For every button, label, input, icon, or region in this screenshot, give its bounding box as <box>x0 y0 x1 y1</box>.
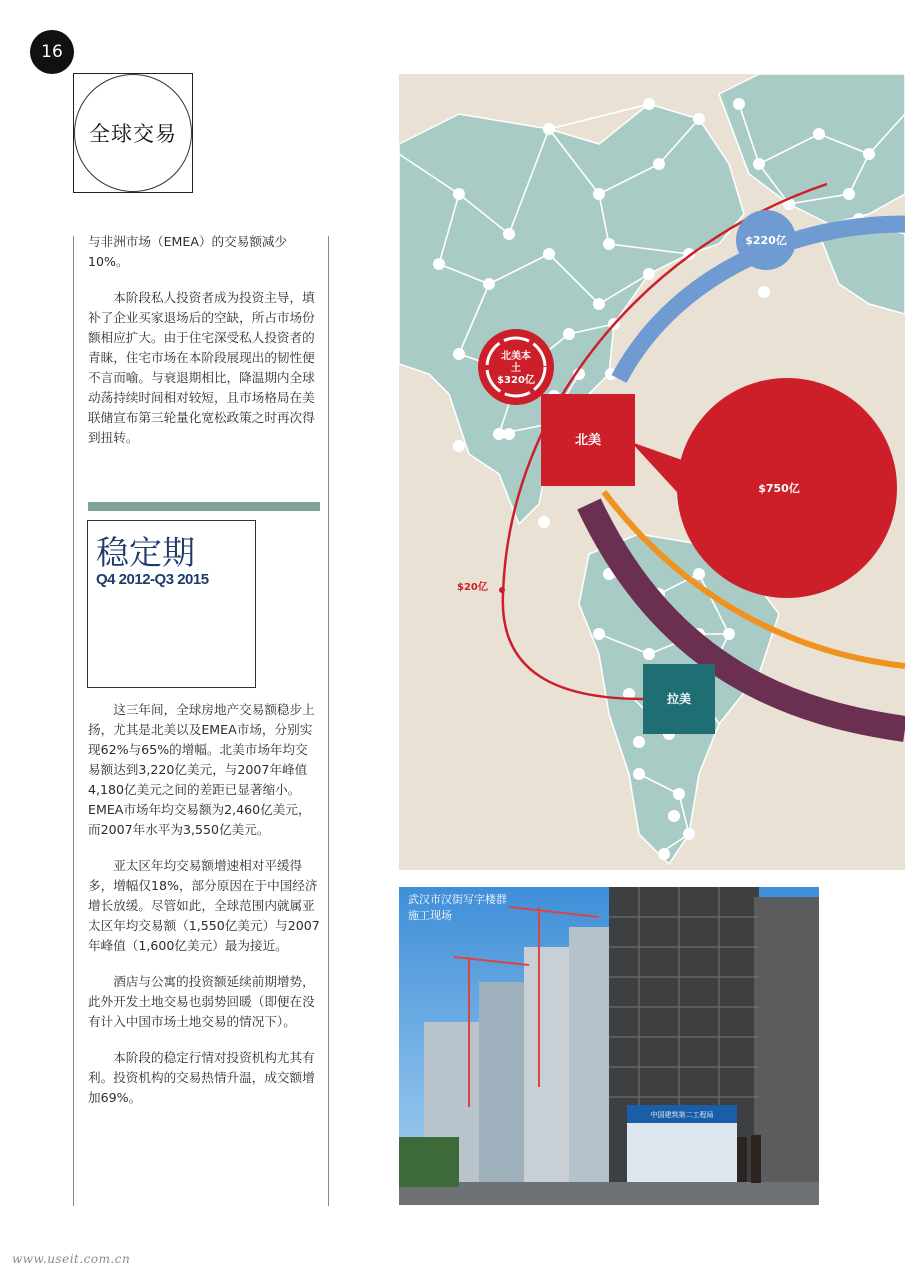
page-number: 16 <box>30 30 74 74</box>
photo-caption <box>408 892 507 924</box>
latin-america-label: 拉美 <box>666 692 692 706</box>
paragraph: 这三年间，全球房地产交易额稳步上扬，尤其是北美以及EMEA市场，分别实现62%与65%的增幅。北美市场年均交易额达到3,220亿美元，与2007年峰值4,180亿美元之间的差距已显著缩小。EMEA市场年均交易额为2,460亿美元，而2007年水平为3,550亿美元。 <box>88 702 315 837</box>
text-column-top <box>88 232 320 464</box>
flow-blue-value: $220亿 <box>745 234 787 247</box>
section-header-box <box>73 73 193 193</box>
construction-photo <box>399 887 819 1205</box>
greenland-land <box>719 74 905 224</box>
paragraph: 酒店与公寓的投资额延续前期增势，此外开发土地交易也弱势回暖（即便在没有计入中国市场土地交易的情况下）。 <box>88 974 315 1029</box>
period-title: 稳定期 <box>96 533 195 572</box>
column-rule-left <box>73 236 74 1206</box>
construction-sign-text: 中国建筑第二工程局 <box>650 1111 714 1119</box>
paragraph: 本阶段私人投资者成为投资主导，填补了企业买家退场后的空缺，所占市场份额相应扩大。由于住宅深受私人投资者的青睐，住宅市场在本阶段展现出的韧性便不言而喻。与衰退期相比，降温期内全球动荡持续时间相对较短，且市场格局在美联储宣布第三轮量化宽松政策之时再次得到扭转。 <box>88 290 315 445</box>
photo-graphic <box>399 887 819 1205</box>
flow-small-marker <box>499 587 505 593</box>
domestic-value: $320亿 <box>497 375 535 386</box>
period-range: Q4 2012-Q3 2015 <box>96 571 209 588</box>
north-america-label: 北美 <box>574 433 602 448</box>
domestic-badge <box>478 329 554 405</box>
section-divider-bar <box>88 502 320 511</box>
flow-big-value: $750亿 <box>758 482 800 495</box>
domestic-label-line1: 北美本 <box>501 351 531 362</box>
domestic-label-line2: 土 <box>511 363 521 374</box>
period-heading-box <box>87 520 256 688</box>
column-rule-right <box>328 236 329 1206</box>
paragraph: 与非洲市场（EMEA）的交易额减少10%。 <box>88 234 288 269</box>
photo-caption-line1: 武汉市汉街写字楼群 <box>408 893 507 906</box>
paragraph: 本阶段的稳定行情对投资机构尤其有利。投资机构的交易热情升温，成交额增加69%。 <box>88 1050 315 1105</box>
paragraph: 亚太区年均交易额增速相对平缓得多，增幅仅18%，部分原因在于中国经济增长放缓。尽管如此，全球范围内就属亚太区年均交易额（1,550亿美元）与2007年峰值（1,600亿美元）最为接近。 <box>88 858 320 953</box>
map-graphic <box>399 74 905 870</box>
text-column-bottom <box>88 700 320 1124</box>
watermark: www.useit.com.cn <box>12 1252 131 1266</box>
photo-caption-line2: 施工现场 <box>408 909 452 922</box>
trees <box>399 1137 459 1187</box>
section-title: 全球交易 <box>89 122 177 146</box>
street <box>399 1182 819 1205</box>
capital-flow-map <box>399 74 905 870</box>
flow-small-value: $20亿 <box>457 582 488 593</box>
